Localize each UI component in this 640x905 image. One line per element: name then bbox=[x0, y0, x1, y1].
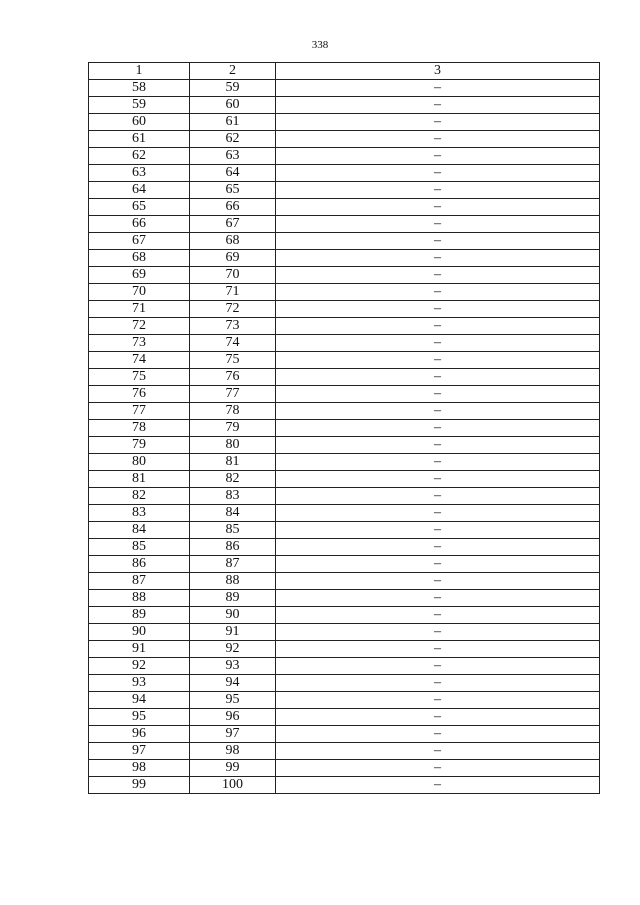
table-row bbox=[89, 284, 600, 301]
table-cell-col-1: 62 bbox=[89, 148, 190, 165]
table-cell-col-2: 89 bbox=[190, 590, 276, 607]
table-cell-col-1: 83 bbox=[89, 505, 190, 522]
table-cell-col-3: – bbox=[276, 556, 600, 573]
table-row bbox=[89, 386, 600, 403]
table-cell-col-2: 91 bbox=[190, 624, 276, 641]
table-cell-col-2: 64 bbox=[190, 165, 276, 182]
table-row bbox=[89, 233, 600, 250]
table-cell-col-2: 72 bbox=[190, 301, 276, 318]
table-row bbox=[89, 488, 600, 505]
table-cell-col-2: 79 bbox=[190, 420, 276, 437]
table-cell-col-2: 77 bbox=[190, 386, 276, 403]
table-cell-col-1: 94 bbox=[89, 692, 190, 709]
table-row bbox=[89, 318, 600, 335]
table-row bbox=[89, 556, 600, 573]
table-cell-col-1: 58 bbox=[89, 80, 190, 97]
table-cell-col-3: – bbox=[276, 675, 600, 692]
table-row bbox=[89, 420, 600, 437]
table-cell-col-3: – bbox=[276, 726, 600, 743]
column-header-2: 2 bbox=[190, 63, 276, 80]
table-cell-col-2: 66 bbox=[190, 199, 276, 216]
table-cell-col-3: – bbox=[276, 709, 600, 726]
table-cell-col-1: 87 bbox=[89, 573, 190, 590]
table-cell-col-2: 68 bbox=[190, 233, 276, 250]
table-cell-col-3: – bbox=[276, 131, 600, 148]
table-cell-col-2: 85 bbox=[190, 522, 276, 539]
table-cell-col-2: 83 bbox=[190, 488, 276, 505]
table-cell-col-1: 97 bbox=[89, 743, 190, 760]
table-cell-col-3: – bbox=[276, 97, 600, 114]
table-cell-col-3: – bbox=[276, 267, 600, 284]
table-row bbox=[89, 692, 600, 709]
table-row bbox=[89, 471, 600, 488]
table-row bbox=[89, 403, 600, 420]
table-cell-col-3: – bbox=[276, 573, 600, 590]
table-header-row bbox=[89, 63, 600, 80]
table-cell-col-2: 95 bbox=[190, 692, 276, 709]
table-cell-col-1: 84 bbox=[89, 522, 190, 539]
table-cell-col-1: 61 bbox=[89, 131, 190, 148]
table-cell-col-3: – bbox=[276, 114, 600, 131]
table-row bbox=[89, 607, 600, 624]
table-row bbox=[89, 624, 600, 641]
table-cell-col-1: 72 bbox=[89, 318, 190, 335]
table-cell-col-2: 74 bbox=[190, 335, 276, 352]
table-cell-col-1: 67 bbox=[89, 233, 190, 250]
table-cell-col-2: 67 bbox=[190, 216, 276, 233]
table-cell-col-1: 80 bbox=[89, 454, 190, 471]
table-cell-col-2: 69 bbox=[190, 250, 276, 267]
table-cell-col-1: 88 bbox=[89, 590, 190, 607]
table-cell-col-3: – bbox=[276, 216, 600, 233]
column-header-1: 1 bbox=[89, 63, 190, 80]
table-cell-col-3: – bbox=[276, 590, 600, 607]
table-row bbox=[89, 573, 600, 590]
table-cell-col-3: – bbox=[276, 301, 600, 318]
table-row bbox=[89, 97, 600, 114]
table-cell-col-3: – bbox=[276, 199, 600, 216]
table-row bbox=[89, 216, 600, 233]
table-cell-col-3: – bbox=[276, 488, 600, 505]
table-cell-col-3: – bbox=[276, 692, 600, 709]
table-cell-col-1: 85 bbox=[89, 539, 190, 556]
table-row bbox=[89, 522, 600, 539]
table-row bbox=[89, 454, 600, 471]
table-cell-col-1: 75 bbox=[89, 369, 190, 386]
table-cell-col-3: – bbox=[276, 454, 600, 471]
table-row bbox=[89, 675, 600, 692]
table-row bbox=[89, 131, 600, 148]
table-cell-col-3: – bbox=[276, 505, 600, 522]
table-row bbox=[89, 199, 600, 216]
table-cell-col-2: 93 bbox=[190, 658, 276, 675]
table-cell-col-3: – bbox=[276, 471, 600, 488]
table-cell-col-2: 100 bbox=[190, 777, 276, 794]
table-row bbox=[89, 114, 600, 131]
table-row bbox=[89, 250, 600, 267]
table-cell-col-1: 92 bbox=[89, 658, 190, 675]
table-cell-col-1: 82 bbox=[89, 488, 190, 505]
table-cell-col-2: 62 bbox=[190, 131, 276, 148]
table-cell-col-1: 89 bbox=[89, 607, 190, 624]
table-cell-col-2: 76 bbox=[190, 369, 276, 386]
table-cell-col-3: – bbox=[276, 369, 600, 386]
table-cell-col-1: 98 bbox=[89, 760, 190, 777]
table-cell-col-1: 60 bbox=[89, 114, 190, 131]
table-row bbox=[89, 777, 600, 794]
table-row bbox=[89, 539, 600, 556]
table-cell-col-2: 82 bbox=[190, 471, 276, 488]
table-row bbox=[89, 505, 600, 522]
table-cell-col-2: 63 bbox=[190, 148, 276, 165]
table-cell-col-3: – bbox=[276, 743, 600, 760]
table-cell-col-2: 92 bbox=[190, 641, 276, 658]
table-cell-col-3: – bbox=[276, 80, 600, 97]
table-cell-col-3: – bbox=[276, 641, 600, 658]
table-row bbox=[89, 165, 600, 182]
table-row bbox=[89, 726, 600, 743]
table-row bbox=[89, 590, 600, 607]
table-cell-col-1: 99 bbox=[89, 777, 190, 794]
table-row bbox=[89, 267, 600, 284]
table-cell-col-3: – bbox=[276, 437, 600, 454]
table-cell-col-2: 81 bbox=[190, 454, 276, 471]
table-cell-col-1: 70 bbox=[89, 284, 190, 301]
table-cell-col-3: – bbox=[276, 760, 600, 777]
table-cell-col-2: 75 bbox=[190, 352, 276, 369]
table-cell-col-2: 99 bbox=[190, 760, 276, 777]
table-row bbox=[89, 658, 600, 675]
table-cell-col-3: – bbox=[276, 233, 600, 250]
table-row bbox=[89, 369, 600, 386]
table-cell-col-1: 77 bbox=[89, 403, 190, 420]
page-number: 338 bbox=[311, 39, 329, 51]
table-cell-col-3: – bbox=[276, 250, 600, 267]
table-row bbox=[89, 352, 600, 369]
table-cell-col-3: – bbox=[276, 352, 600, 369]
table-row bbox=[89, 437, 600, 454]
table-cell-col-3: – bbox=[276, 539, 600, 556]
table-cell-col-1: 76 bbox=[89, 386, 190, 403]
table-cell-col-3: – bbox=[276, 318, 600, 335]
table-cell-col-3: – bbox=[276, 165, 600, 182]
table-cell-col-1: 69 bbox=[89, 267, 190, 284]
table-cell-col-1: 64 bbox=[89, 182, 190, 199]
table-cell-col-2: 78 bbox=[190, 403, 276, 420]
table-row bbox=[89, 641, 600, 658]
table-cell-col-3: – bbox=[276, 624, 600, 641]
table-row bbox=[89, 80, 600, 97]
table-cell-col-2: 61 bbox=[190, 114, 276, 131]
table-cell-col-3: – bbox=[276, 658, 600, 675]
table-cell-col-3: – bbox=[276, 284, 600, 301]
table-cell-col-1: 71 bbox=[89, 301, 190, 318]
table-cell-col-3: – bbox=[276, 182, 600, 199]
table-row bbox=[89, 148, 600, 165]
table-body bbox=[89, 80, 600, 794]
table-cell-col-3: – bbox=[276, 420, 600, 437]
table-cell-col-1: 59 bbox=[89, 97, 190, 114]
table-cell-col-2: 88 bbox=[190, 573, 276, 590]
table-row bbox=[89, 743, 600, 760]
table-row bbox=[89, 335, 600, 352]
table-cell-col-1: 86 bbox=[89, 556, 190, 573]
table-cell-col-2: 70 bbox=[190, 267, 276, 284]
table-cell-col-2: 94 bbox=[190, 675, 276, 692]
table-cell-col-1: 78 bbox=[89, 420, 190, 437]
table-cell-col-1: 81 bbox=[89, 471, 190, 488]
table-row bbox=[89, 709, 600, 726]
table-cell-col-1: 96 bbox=[89, 726, 190, 743]
table-cell-col-2: 96 bbox=[190, 709, 276, 726]
table-cell-col-1: 63 bbox=[89, 165, 190, 182]
table-cell-col-1: 90 bbox=[89, 624, 190, 641]
table-cell-col-1: 74 bbox=[89, 352, 190, 369]
table-row bbox=[89, 182, 600, 199]
column-header-3: 3 bbox=[276, 63, 600, 80]
table-cell-col-2: 71 bbox=[190, 284, 276, 301]
table-cell-col-3: – bbox=[276, 386, 600, 403]
table-cell-col-1: 79 bbox=[89, 437, 190, 454]
data-table bbox=[88, 62, 600, 794]
table-cell-col-2: 86 bbox=[190, 539, 276, 556]
table-cell-col-3: – bbox=[276, 607, 600, 624]
table-cell-col-1: 68 bbox=[89, 250, 190, 267]
table-cell-col-2: 84 bbox=[190, 505, 276, 522]
table-cell-col-2: 80 bbox=[190, 437, 276, 454]
table-cell-col-1: 93 bbox=[89, 675, 190, 692]
table-cell-col-2: 59 bbox=[190, 80, 276, 97]
table-cell-col-1: 91 bbox=[89, 641, 190, 658]
table-row bbox=[89, 301, 600, 318]
table-cell-col-2: 60 bbox=[190, 97, 276, 114]
table-cell-col-2: 90 bbox=[190, 607, 276, 624]
table-cell-col-3: – bbox=[276, 777, 600, 794]
table-cell-col-2: 65 bbox=[190, 182, 276, 199]
table-cell-col-3: – bbox=[276, 148, 600, 165]
table-cell-col-3: – bbox=[276, 403, 600, 420]
table-cell-col-1: 66 bbox=[89, 216, 190, 233]
table-cell-col-2: 98 bbox=[190, 743, 276, 760]
table-cell-col-1: 73 bbox=[89, 335, 190, 352]
table-cell-col-3: – bbox=[276, 335, 600, 352]
table-cell-col-1: 65 bbox=[89, 199, 190, 216]
table-row bbox=[89, 760, 600, 777]
table-cell-col-2: 97 bbox=[190, 726, 276, 743]
table-cell-col-2: 87 bbox=[190, 556, 276, 573]
table-cell-col-2: 73 bbox=[190, 318, 276, 335]
table-cell-col-3: – bbox=[276, 522, 600, 539]
table-cell-col-1: 95 bbox=[89, 709, 190, 726]
